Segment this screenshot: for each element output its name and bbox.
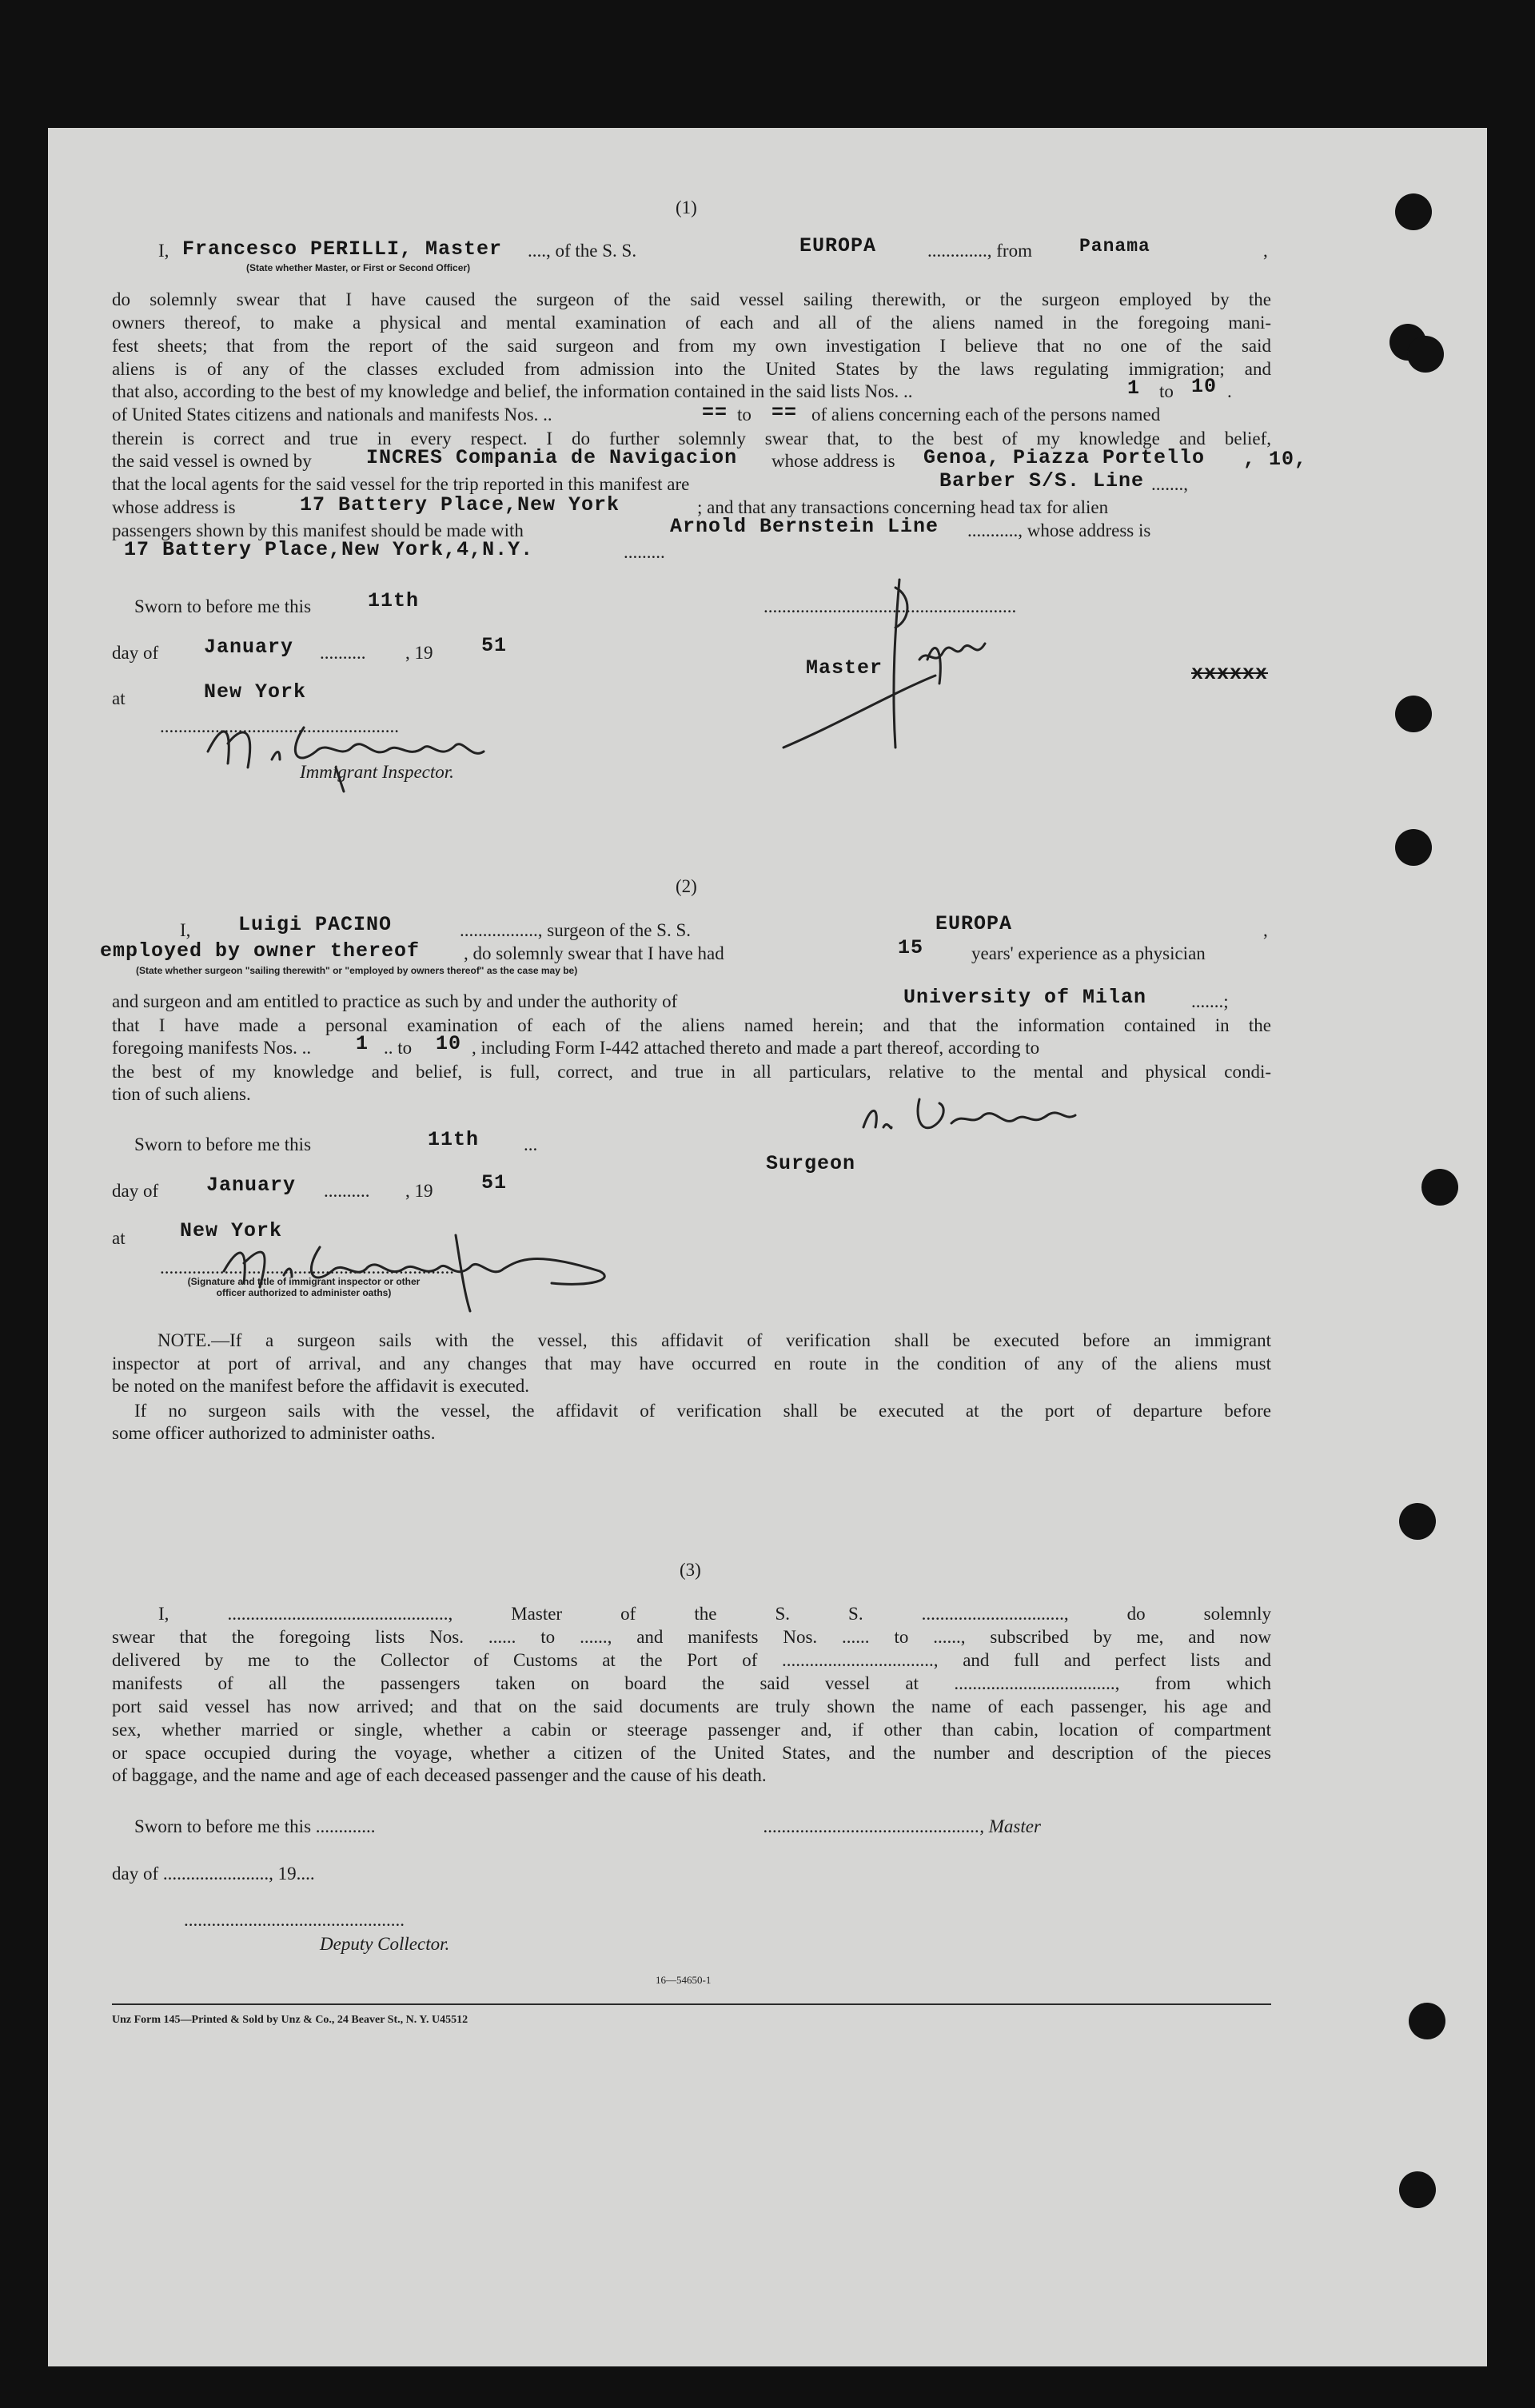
line-prefix: I, (158, 241, 169, 261)
master-name-field: Francesco PERILLI, Master (182, 237, 503, 261)
to-word: to (1159, 381, 1174, 401)
at-label: at (112, 1228, 126, 1248)
s2-body-line: foregoing manifests Nos. .. (112, 1038, 312, 1058)
section-1-number: (1) (676, 197, 697, 217)
headtax-agent-field: Arnold Bernstein Line (670, 515, 939, 538)
note-line: NOTE.—If a surgeon sails with the vessel, this affidavit of verification shall be executed before an immigrant (157, 1330, 1271, 1350)
at-label: at (112, 688, 126, 708)
ship-name-field: EUROPA (799, 234, 877, 257)
note-line: be noted on the manifest before the affidavit is executed. (112, 1376, 529, 1396)
s1-body-line: that the local agents for the said vessel for the trip reported in this manifest are (112, 474, 690, 494)
s1-body-line: that also, according to the best of my knowledge and belief, the information contained in the said lists Nos. .. (112, 381, 913, 401)
s2-month-field: January (206, 1174, 297, 1197)
master-sign-label: Master (806, 656, 883, 680)
month-field: January (204, 636, 294, 659)
s2-body-line: tion of such aliens. (112, 1084, 251, 1104)
footer-divider (112, 2003, 1271, 2005)
s3-sworn-line: Sworn to before me this ............. (134, 1816, 376, 1836)
sworn-label: Sworn to before me this (134, 596, 312, 616)
punch-hole (1395, 193, 1432, 230)
s1-body-line: passengers shown by this manifest should be made with (112, 520, 524, 540)
surgeon-of-label: ................., surgeon of the S. S. (460, 920, 691, 940)
s1-body-line: aliens is of any of the classes excluded from admission into the United States by the laws regulating immigration; and (112, 359, 1271, 379)
s3-line: port said vessel has now arrived; and that on the said documents are truly shown the name of each passenger, his age and (112, 1696, 1271, 1716)
s1-body-line: of United States citizens and nationals and manifests Nos. .. (112, 405, 552, 425)
year-prefix: , 19 (405, 1181, 433, 1201)
experience-text: , do solemnly swear that I have had (464, 943, 724, 963)
employed-field: employed by owner thereof (100, 939, 421, 963)
s2-body-line: the best of my knowledge and belief, is full, correct, and true in all particulars, relative to the mental and physical condi- (112, 1062, 1271, 1082)
form-number: 16—54650-1 (656, 1974, 712, 1986)
sworn-label: Sworn to before me this (134, 1134, 312, 1154)
printer-footer: Unz Form 145—Printed & Sold by Unz & Co., 24 Beaver St., N. Y. U45512 (112, 2014, 468, 2026)
s3-line: swear that the foregoing lists Nos. ...... to ......, and manifests Nos. ...... to ......, subscribed by me, and now (112, 1627, 1271, 1647)
s1-body-line: owners thereof, to make a physical and mental examination of each and all of the aliens named in the foregoing mani- (112, 313, 1271, 333)
manifests-to-field: == (771, 401, 798, 425)
punch-hole (1409, 2003, 1445, 2039)
line-prefix: I, (180, 920, 191, 940)
year-prefix: , 19 (405, 643, 433, 663)
surgeon-name-field: Luigi PACINO (238, 913, 393, 936)
agents-field: Barber S/S. Line (939, 469, 1145, 492)
s1-body-line: fest sheets; that from the report of the said surgeon and from my own investigation I believe that no one of the said (112, 336, 1271, 356)
s3-collector-line: ................................................ (184, 1910, 405, 1930)
agents-address-field: 17 Battery Place,New York (300, 493, 620, 516)
s1-body-line: whose address is (112, 497, 236, 517)
years-field: 15 (898, 936, 924, 959)
note-line: If no surgeon sails with the vessel, the affidavit of verification shall be executed at the port of departure before (134, 1401, 1271, 1421)
s2-sworn-day-field: 11th (428, 1128, 480, 1151)
s3-day-line: day of ......................., 19.... (112, 1864, 315, 1884)
s1-body-line: the said vessel is owned by (112, 451, 312, 471)
manifests-from-field: == (702, 401, 728, 425)
experience-tail: years' experience as a physician (971, 943, 1206, 963)
owner-addr-label: whose address is (771, 451, 895, 471)
officer-signature (216, 1227, 632, 1315)
punch-hole (1399, 1503, 1436, 1540)
s3-line: I, ................................................, Master of the S. S. ..............................., do solemnly (158, 1604, 1271, 1624)
collector-caption: Deputy Collector. (320, 1934, 450, 1954)
inspector-caption: Immigrant Inspector. (300, 762, 454, 782)
punch-hole (1395, 696, 1432, 732)
s3-master-line: ..............................................., Master (764, 1816, 1041, 1836)
inspector-signature (200, 704, 536, 791)
owner-field: INCRES Compania de Navigacion (366, 446, 738, 469)
section-2-number: (2) (676, 876, 697, 896)
s1-body-line: therein is correct and true in every respect. I do further solemnly swear that, to the best of my knowledge and belief, (112, 429, 1271, 449)
lists-from-field: 1 (1127, 377, 1141, 400)
s2-year-field: 51 (481, 1171, 508, 1194)
manifests-tail: of aliens concerning each of the persons named (811, 405, 1161, 425)
from-label: ............., from (927, 241, 1032, 261)
note-line: inspector at port of arrival, and any changes that may have occurred en route in the condition of any of the aliens must (112, 1354, 1271, 1373)
lists-to-field: 10 (1191, 375, 1218, 398)
master-note: (State whether Master, or First or Second Officer) (246, 262, 471, 273)
master-signature (775, 564, 1031, 755)
punch-hole (1399, 2171, 1436, 2208)
s3-line: of baggage, and the name and age of each deceased passenger and the cause of his death. (112, 1765, 767, 1785)
owner-address-field: Genoa, Piazza Portello (923, 446, 1206, 469)
s2-body-line: and surgeon and am entitled to practice as such by and under the authority of (112, 991, 678, 1011)
authority-field: University of Milan (903, 986, 1147, 1009)
owner-address-number: , 10, (1243, 448, 1308, 471)
punch-hole (1407, 336, 1444, 373)
punch-hole (1395, 829, 1432, 866)
port-from-field: Panama (1079, 236, 1150, 257)
to-word: to (737, 405, 752, 425)
day-of-label: day of (112, 1181, 159, 1201)
surgeon-signature (855, 1091, 1111, 1147)
s2-place-field: New York (180, 1219, 283, 1242)
s2-manifests-to: 10 (436, 1032, 462, 1055)
punch-hole (1421, 1169, 1458, 1206)
sworn-day-field: 11th (368, 589, 420, 612)
surgeon-ship-field: EUROPA (935, 912, 1013, 935)
headtax-tail: ..........., whose address is (967, 520, 1151, 540)
s3-line: sex, whether married or single, whether a cabin or steerage passenger and, if other than cabin, location of compartment (112, 1720, 1271, 1740)
s2-manifests-tail: , including Form I-442 attached thereto and made a part thereof, according to (472, 1038, 1040, 1058)
s1-body-line: do solemnly swear that I have caused the surgeon of the said vessel sailing therewith, or the surgeon employed by the (112, 289, 1271, 309)
s3-line: or space occupied during the voyage, whether a citizen of the United States, and the number and description of the pieces (112, 1743, 1271, 1763)
agents-tail: ; and that any transactions concerning head tax for alien (697, 497, 1109, 517)
master-sign-strike: xxxxxx (1191, 662, 1269, 685)
s2-manifests-from: 1 (356, 1032, 369, 1055)
surgeon-note: (State whether surgeon "sailing therewith" or "employed by owners thereof" as the case may be) (136, 965, 578, 976)
manifest-affidavit-sheet: (1) I, Francesco PERILLI, Master ...., of the S. S. EUROPA ............., from Panama , (State whether Master, or First or Second Officer) do solemnly swear that I have caused the surgeon of the said vessel sailing therewith, or the surgeon employed by the owners thereof, to make a physical and mental examination of each and all of the aliens named in the foregoing mani- fest sheets; that from the report of the said surgeon and from my own investigation I believe that no one of the said aliens is of any of the classes excluded from admission into the United States by the laws regulating immigration; and that also, according to the best of my knowledge and belief, the information contained in the said lists Nos. .. 1 to 10 . of United States citizens and nationals and manifests Nos. .. == to == of aliens concerning each of the persons named therein is correct and true in every respect. I do further solemnly swear that, to the best of my knowledge and belief, the said vessel is owned by INCRES Compania de Navigacion whose address is Genoa, Piazza Portello , 10, that the local agents for the said vessel for the trip reported in this manifest are Barber S/S. Line ......., whose address is 17 Battery Place,New York ; and that any transactions concerning head tax for alien passengers shown by this manifest should be made with Arnold Bernstein Line ..........., whose address is 17 Battery Place,New York,4,N.Y. ......... Sworn to before me this 11th ....................................................... day of January .......... , 19 51 Master xxxxxx at New York .................................................... Immigrant Inspector. (2) I, Luigi PACINO ................., surgeon of the S. S. EUROPA , employed by owner thereof , do solemnly swear that I have had 15 years' experience as a physician (State whether surgeon "sailing therewith" or "employed by owners thereof" as the case may be) and surgeon and am entitled to practice as such by and under the authority of University of Milan .......; that I have made a personal examination of each of the aliens named herein; and that the information contained in the foregoing manifests Nos. .. 1 .. to 10 , including Form I-442 attached thereto and made a part thereof, according to the best of my knowledge and belief, is full, correct, and true in all particulars, relative to the mental and physical condi- tion of such aliens. Sworn to before me this 11th ... day of January .......... , 19 51 Surgeon at New York ................................................................ (Signature and title of immigrant inspector or other officer authorized to administer oaths) NOTE.—If a surgeon sails with the vessel, this affidavit of verification shall be executed before an immigrant inspector at port of arrival, and any changes that may have occurred en route in the condition of any of the aliens must be noted on the manifest before the affidavit is executed. If no surgeon sails with the vessel, the affidavit of verification shall be executed at the port of departure before some officer authorized to administer oaths. (3) I, ................................................, Master of the S. S. ..............................., do solemnly swear that the foregoing lists Nos. ...... to ......, and manifests Nos. ...... to ......, subscribed by me, and now delivered by me to the Collector of Customs at the Port of ................................., and full and perfect lists and manifests of all the passengers taken on board the said vessel at ..................................., from which port said vessel has now arrived; and that on the said documents are truly shown the name of each passenger, his age and sex, whether married or single, whether a cabin or steerage passenger and, if other than cabin, location of compartment or space occupied during the voyage, whether a citizen of the United States, and the number and description of the pieces of baggage, and the name and age of each deceased passenger and the cause of his death. Sworn to before me this ............. ..............................................., Master day of ......................., 19.... ................................................ Deputy Collector. 16—54650-1 Unz Form 145—Printed & Sold by Unz & Co., 24 Beaver St., N. Y. U45512 (48, 128, 1487, 2366)
s3-line: delivered by me to the Collector of Customs at the Port of ................................., and full and perfect lists and (112, 1650, 1271, 1670)
year-field: 51 (481, 634, 508, 657)
place-field: New York (204, 680, 307, 704)
day-of-label: day of (112, 643, 159, 663)
of-ss-label: ...., of the S. S. (528, 241, 637, 261)
section-3-number: (3) (680, 1560, 701, 1580)
note-line: some officer authorized to administer oaths. (112, 1423, 436, 1443)
s2-body-line: that I have made a personal examination of each of the aliens named herein; and that the information contained in the (112, 1015, 1271, 1035)
headtax-address-field: 17 Battery Place,New York,4,N.Y. (124, 538, 534, 561)
surgeon-sign-label: Surgeon (766, 1152, 856, 1175)
s3-line: manifests of all the passengers taken on board the said vessel at ..................................., from which (112, 1673, 1271, 1693)
officer-caption: (Signature and title of immigrant inspector or other officer authorized to administer oaths) (187, 1276, 421, 1298)
